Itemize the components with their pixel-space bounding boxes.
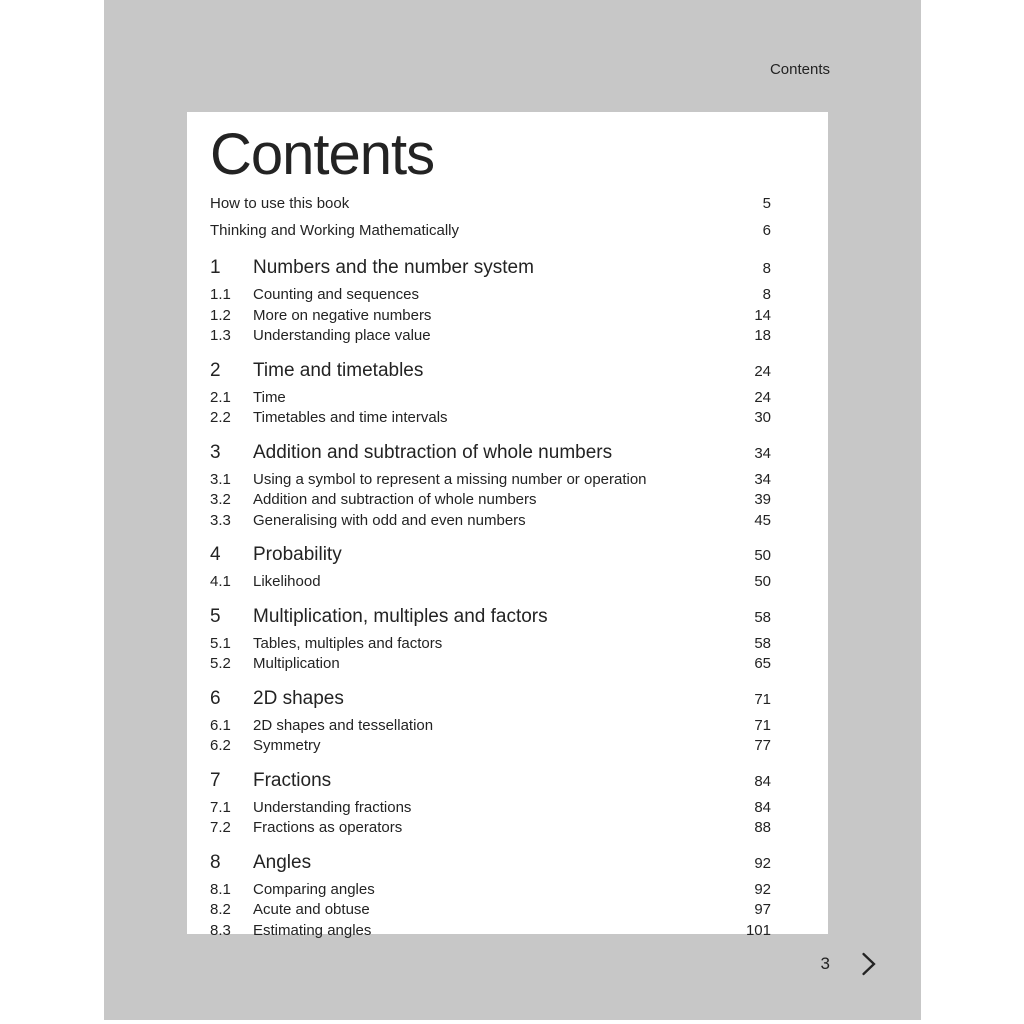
section-title: Estimating angles: [253, 921, 372, 939]
chapter-block: [210, 257, 771, 347]
chapter-list: [210, 257, 771, 941]
chapter-title: Numbers and the number system: [253, 257, 534, 278]
toc-entry: [210, 190, 771, 217]
section-entry: [210, 900, 771, 921]
chapter-number: 5: [210, 605, 221, 627]
chapter-title: Multiplication, multiples and factors: [253, 605, 548, 627]
chapter-block: [210, 606, 771, 675]
section-page: 101: [745, 921, 771, 939]
toc-entry-page: 5: [762, 195, 771, 212]
chapter-number: 3: [210, 441, 221, 463]
section-number: 3.2: [210, 491, 231, 508]
section-number: 1.2: [210, 306, 231, 324]
section-entry: [210, 490, 771, 511]
section-title: Fractions as operators: [253, 819, 403, 836]
running-head: Contents: [769, 61, 830, 78]
folio-page-number: 3: [820, 954, 830, 973]
section-number: 5.2: [210, 655, 231, 672]
section-entry: [210, 654, 771, 675]
section-title: Likelihood: [253, 573, 321, 590]
toc-entry-title: Thinking and Working Mathematically: [210, 222, 460, 239]
section-page: 97: [754, 901, 771, 918]
section-entry: [210, 408, 771, 429]
section-list: [210, 470, 771, 532]
section-page: 65: [754, 655, 771, 672]
front-matter-list: [210, 190, 771, 244]
section-entry: [210, 880, 771, 901]
section-title: Counting and sequences: [253, 286, 419, 303]
chapter-heading: [210, 257, 771, 280]
section-title: Multiplication: [253, 655, 340, 672]
section-entry: [210, 921, 771, 942]
section-page: 84: [754, 798, 771, 816]
chapter-heading: [210, 770, 771, 793]
chapter-number: 7: [210, 769, 221, 791]
section-number: 1.1: [210, 286, 231, 303]
section-title: Symmetry: [253, 737, 321, 754]
section-number: 7.1: [210, 798, 231, 816]
section-number: 8.3: [210, 921, 231, 939]
section-page: 30: [754, 409, 771, 426]
section-page: 45: [754, 511, 771, 529]
chapter-number: 6: [210, 687, 221, 709]
section-entry: [210, 470, 771, 491]
chapter-block: [210, 770, 771, 839]
section-number: 2.1: [210, 388, 231, 406]
toc-entry: [210, 217, 771, 244]
section-page: 39: [754, 491, 771, 508]
section-title: Understanding place value: [253, 327, 431, 344]
section-page: 58: [754, 634, 771, 652]
section-number: 3.3: [210, 511, 231, 529]
section-entry: [210, 285, 771, 306]
chapter-title: Addition and subtraction of whole numbers: [253, 441, 613, 463]
page-title: Contents: [210, 122, 435, 187]
section-list: [210, 716, 771, 757]
section-page: 77: [754, 737, 771, 754]
section-title: 2D shapes and tessellation: [253, 716, 434, 734]
chapter-title: Time and timetables: [253, 359, 424, 381]
section-page: 8: [762, 286, 771, 303]
chapter-page: 50: [754, 547, 771, 564]
section-entry: [210, 572, 771, 593]
section-number: 5.1: [210, 634, 231, 652]
section-title: Understanding fractions: [253, 798, 412, 816]
section-page: 88: [754, 819, 771, 836]
chapter-page: 84: [754, 772, 771, 790]
section-number: 2.2: [210, 409, 231, 426]
section-title: More on negative numbers: [253, 306, 432, 324]
chapter-heading: [210, 606, 771, 629]
chapter-heading: [210, 688, 771, 711]
page-footer: [821, 948, 878, 980]
section-number: 8.1: [210, 880, 231, 898]
section-page: 71: [754, 716, 771, 734]
section-number: 6.2: [210, 737, 231, 754]
section-title: Acute and obtuse: [253, 901, 370, 918]
chapter-title: Probability: [253, 544, 342, 565]
section-entry: [210, 634, 771, 655]
section-entry: [210, 326, 771, 347]
section-title: Timetables and time intervals: [253, 409, 448, 426]
chapter-block: [210, 544, 771, 593]
chapter-block: [210, 688, 771, 757]
toc-entry-page: 6: [762, 222, 771, 239]
chapter-page: 92: [754, 854, 771, 872]
section-entry: [210, 388, 771, 409]
section-number: 1.3: [210, 327, 231, 344]
section-title: Time: [253, 388, 286, 406]
chevron-right-icon[interactable]: [860, 951, 878, 977]
section-page: 24: [754, 388, 771, 406]
section-page: 14: [754, 306, 771, 324]
section-title: Tables, multiples and factors: [253, 634, 443, 652]
section-page: 34: [754, 470, 771, 488]
contents-page: [187, 112, 828, 939]
chapter-number: 2: [210, 359, 221, 381]
chapter-page: 58: [754, 608, 771, 626]
section-number: 8.2: [210, 901, 231, 918]
section-entry: [210, 511, 771, 532]
chapter-heading: [210, 852, 771, 875]
section-number: 3.1: [210, 470, 231, 488]
chapter-title: Fractions: [253, 769, 332, 791]
section-title: Comparing angles: [253, 880, 375, 898]
section-entry: [210, 798, 771, 819]
chapter-heading: [210, 442, 771, 465]
section-number: 6.1: [210, 716, 231, 734]
section-number: 4.1: [210, 573, 231, 590]
chapter-title: 2D shapes: [253, 687, 344, 709]
section-list: [210, 798, 771, 839]
book-spread-background: [104, 0, 921, 1020]
section-list: [210, 388, 771, 429]
section-entry: [210, 306, 771, 327]
section-list: [210, 285, 771, 347]
chapter-heading: [210, 360, 771, 383]
chapter-block: [210, 360, 771, 429]
chapter-page: 24: [754, 362, 771, 380]
section-page: 50: [754, 573, 771, 590]
section-entry: [210, 818, 771, 839]
section-list: [210, 634, 771, 675]
section-number: 7.2: [210, 819, 231, 836]
section-list: [210, 880, 771, 942]
chapter-block: [210, 442, 771, 532]
section-title: Addition and subtraction of whole numbers: [253, 491, 537, 508]
chapter-page: 34: [754, 444, 771, 462]
chapter-title: Angles: [253, 851, 312, 873]
section-page: 92: [754, 880, 771, 898]
section-title: Using a symbol to represent a missing number or operation: [253, 470, 647, 488]
chapter-heading: [210, 544, 771, 567]
chapter-page: 71: [754, 690, 771, 708]
chapter-page: 8: [762, 260, 771, 277]
section-page: 18: [754, 327, 771, 344]
chapter-number: 8: [210, 851, 221, 873]
toc-entry-title: How to use this book: [210, 195, 350, 212]
chapter-number: 4: [210, 544, 221, 565]
section-list: [210, 572, 771, 593]
section-title: Generalising with odd and even numbers: [253, 511, 526, 529]
section-entry: [210, 736, 771, 757]
chapter-number: 1: [210, 257, 221, 278]
chapter-block: [210, 852, 771, 942]
section-entry: [210, 716, 771, 737]
